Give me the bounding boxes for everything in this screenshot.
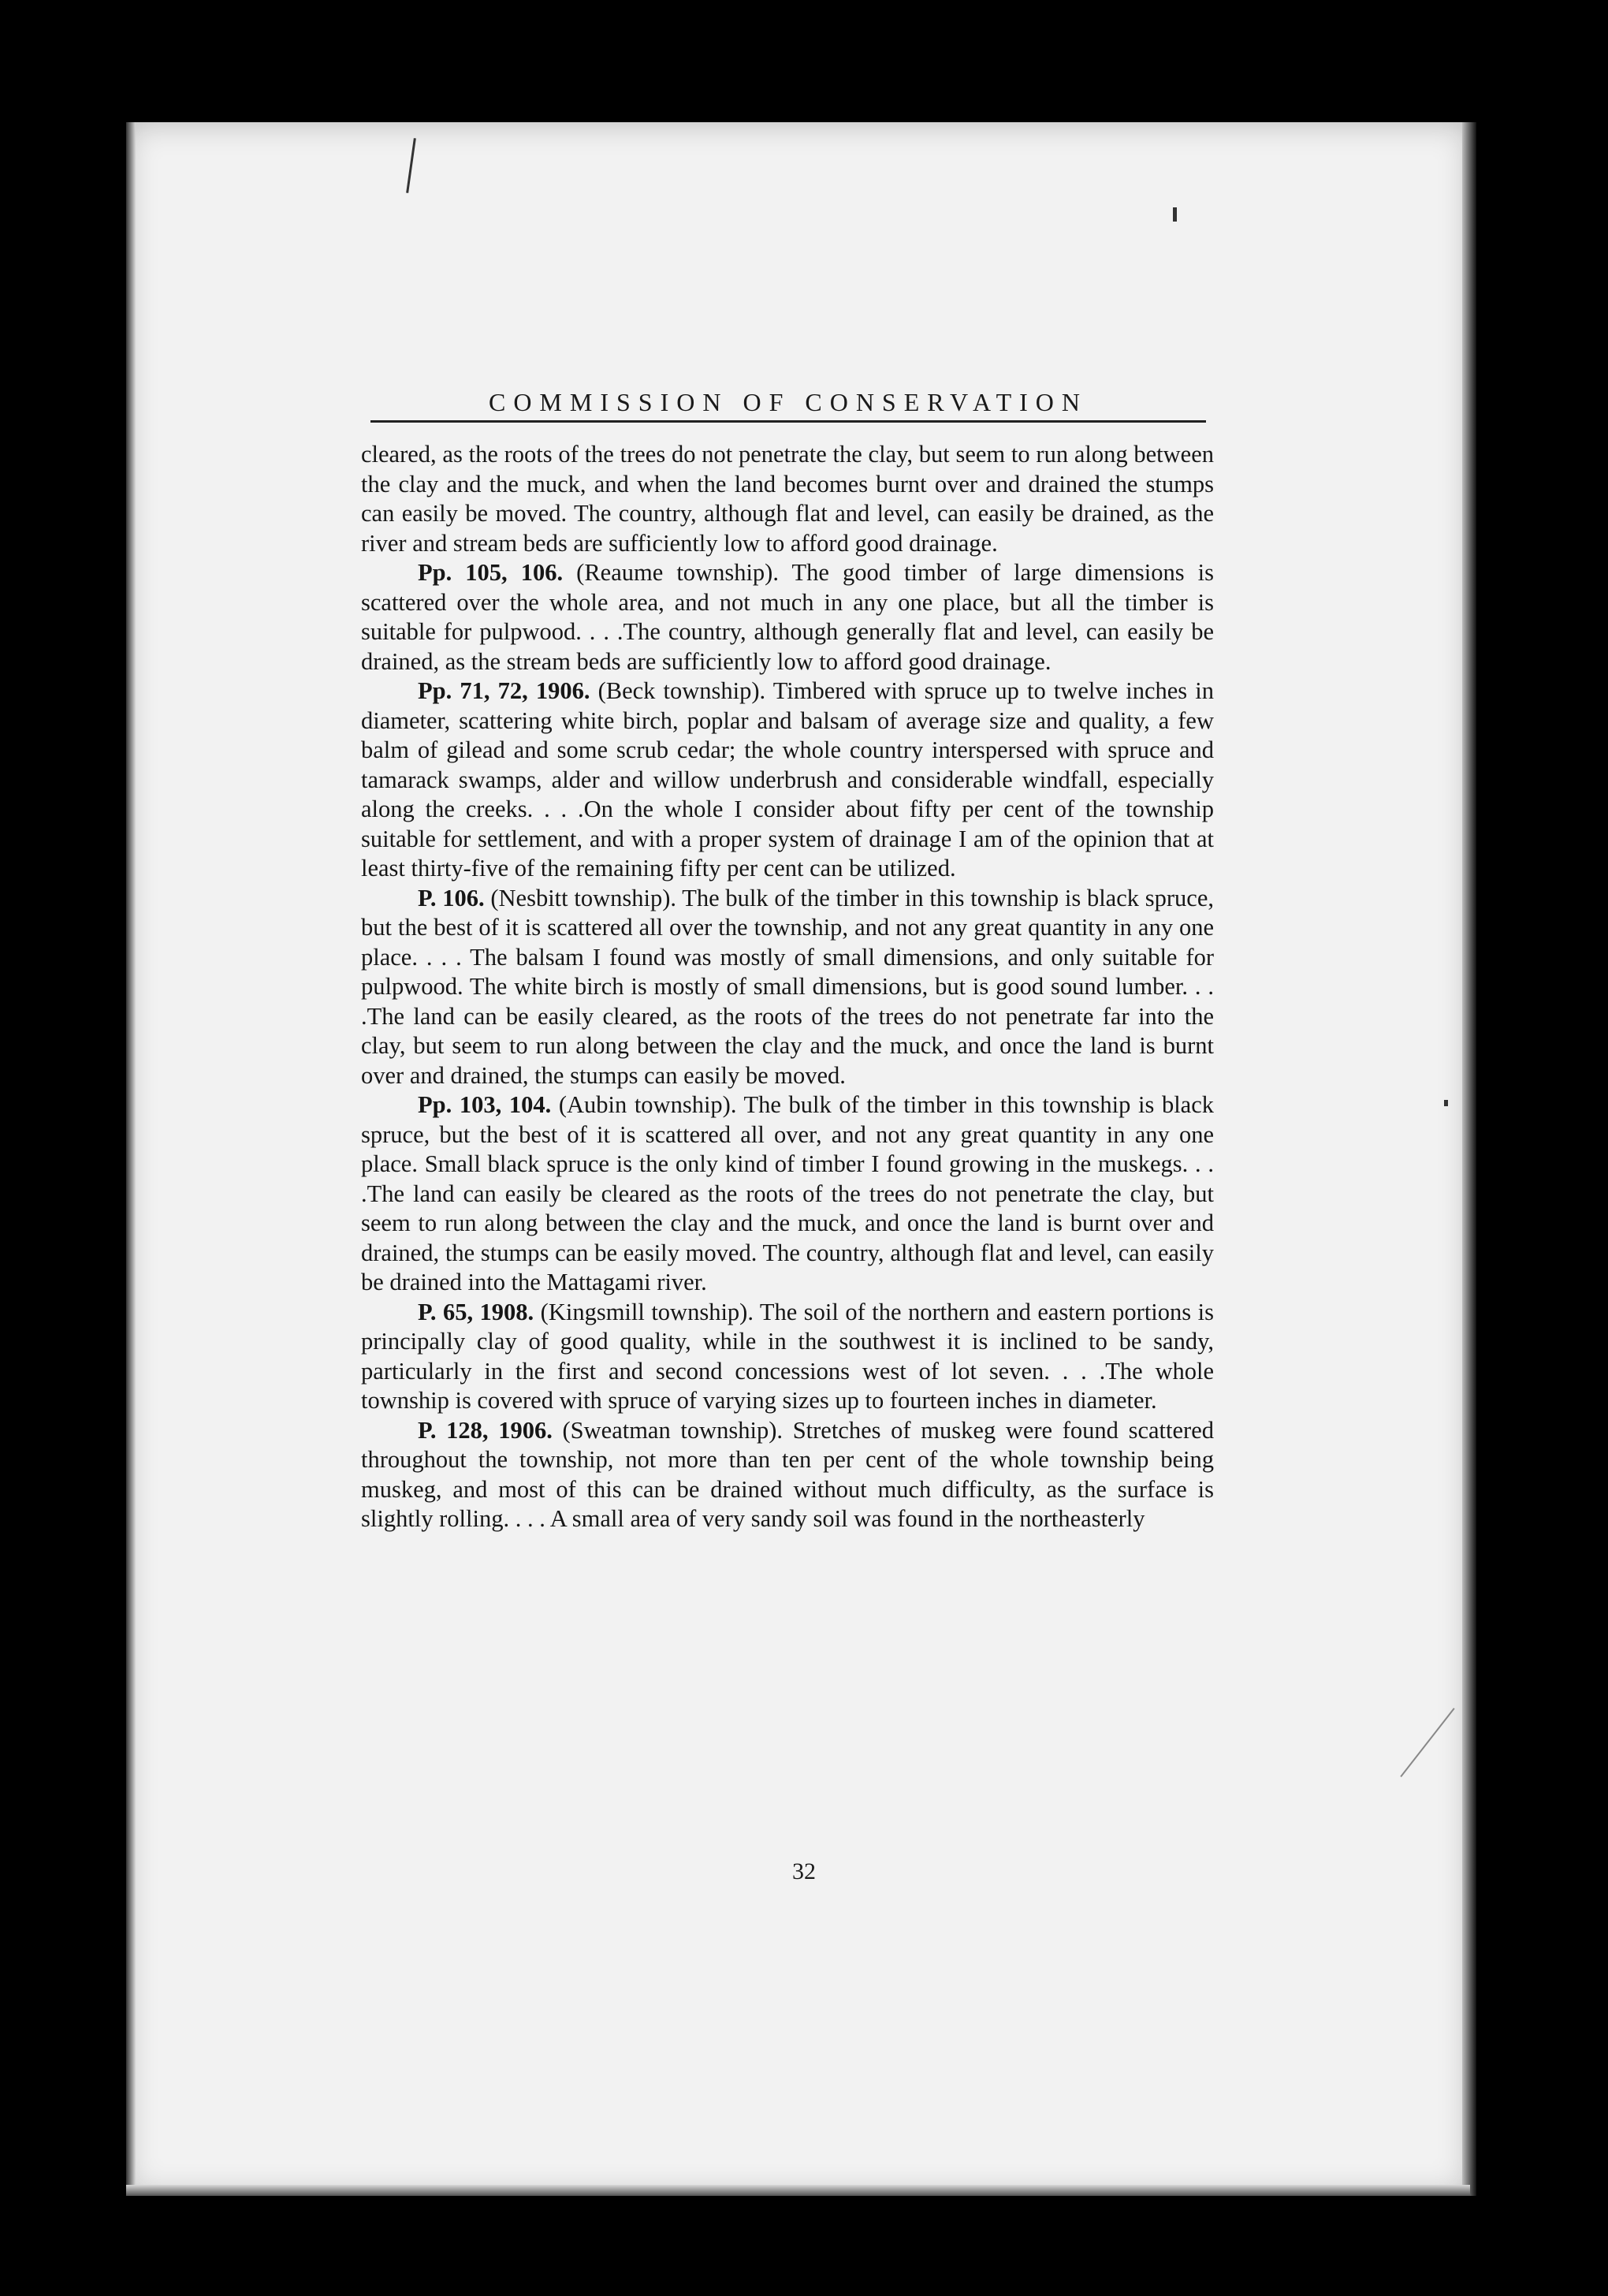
page-number: 32 (792, 1858, 816, 1884)
scan-mark (406, 138, 416, 193)
paragraph (361, 1298, 1214, 1416)
running-header (370, 388, 1206, 423)
paragraph (361, 1416, 1214, 1534)
page-edge-bottom (126, 2185, 1470, 2196)
paragraph (361, 440, 1214, 558)
paragraph-ref: P. 128, 1906. (418, 1416, 553, 1444)
paragraph-text: cleared, as the roots of the trees do not penetrate the clay, but seem to run along between the clay and the muck, and when the land becomes burnt over and drained the stumps can easily be moved. The country, although flat and level, can easily be drained, as the river and stream beds are sufficiently low to afford good drainage. (361, 441, 1214, 557)
paragraph-text: (Sweatman township). Stretches of muskeg were found scattered throughout the township, not more than ten per cent of the whole township being muskeg, and most of this can be drained without much difficulty, as the surface is slightly rolling. . . . A small area of very sandy soil was found in the northeasterly (361, 1416, 1214, 1532)
paragraph-text: (Beck township). Timbered with spruce up to twelve inches in diameter, scattering white birch, poplar and balsam of average size and quality, a few balm of gilead and some scrub cedar; the whole country interspersed with spruce and tamarack swamps, alder and willow underbrush and considerable windfall, especially along the creeks. . . .On the whole I consider about fifty per cent of the township suitable for settlement, and with a proper system of drainage I am of the opinion that at least thirty-five of the remaining fifty per cent can be utilized. (361, 677, 1214, 882)
paragraph (361, 1090, 1214, 1298)
paragraph-text: (Aubin township). The bulk of the timber in this township is black spruce, but the best of it is scattered all over, and not any great quantity in any one place. Small black spruce is the only kind of timber I found growing in the muskegs. . . .The land can easily be cleared as the roots of the trees do not penetrate the clay, but seem to run along between the clay and the muck, and once the land is burnt over and drained, the stumps can be easily moved. The country, although flat and level, can easily be drained into the Mattagami river. (361, 1091, 1215, 1295)
paragraph-text: (Reaume township). The good timber of large dimensions is scattered over the whole area, and not much in any one place, but all the timber is suitable for pulpwood. . . .The country, although generally flat and level, can easily be drained, as the stream beds are sufficiently low to afford good drainage. (361, 559, 1215, 675)
paragraph-ref: P. 106. (418, 884, 485, 911)
paragraph-text: (Kingsmill township). The soil of the northern and eastern portions is principally clay of good quality, while in the southwest it is inclined to be sandy, particularly in the first and second concessions west of lot seven. . . .The whole township is covered with spruce of varying sizes up to fourteen inches in diameter. (361, 1298, 1214, 1414)
scan-mark (1444, 1100, 1448, 1106)
scan-mark (1173, 207, 1177, 222)
scan-mark (1400, 1708, 1454, 1777)
paragraph-text: (Nesbitt township). The bulk of the timber in this township is black spruce, but the best of it is scattered all over the township, and not any great quantity in any one place. . . . The balsam I found was mostly of small dimensions, and only suitable for pulpwood. The white birch is mostly of small dimensions, but is good sound lumber. . . .The land can be easily cleared, as the roots of the trees do not penetrate far into the clay, but seem to run along between the clay and the muck, and once the land is burnt over and drained, the stumps can easily be moved. (361, 884, 1214, 1089)
header-title: COMMISSION OF CONSERVATION (488, 388, 1089, 416)
paragraph (361, 558, 1214, 676)
paragraph (361, 884, 1214, 1091)
paragraph-ref: Pp. 105, 106. (418, 559, 564, 586)
paragraph-ref: P. 65, 1908. (418, 1298, 534, 1325)
paragraph-ref: Pp. 103, 104. (418, 1091, 552, 1118)
paragraph (361, 676, 1214, 884)
paragraph-ref: Pp. 71, 72, 1906. (418, 677, 590, 704)
body-text (361, 440, 1214, 1534)
